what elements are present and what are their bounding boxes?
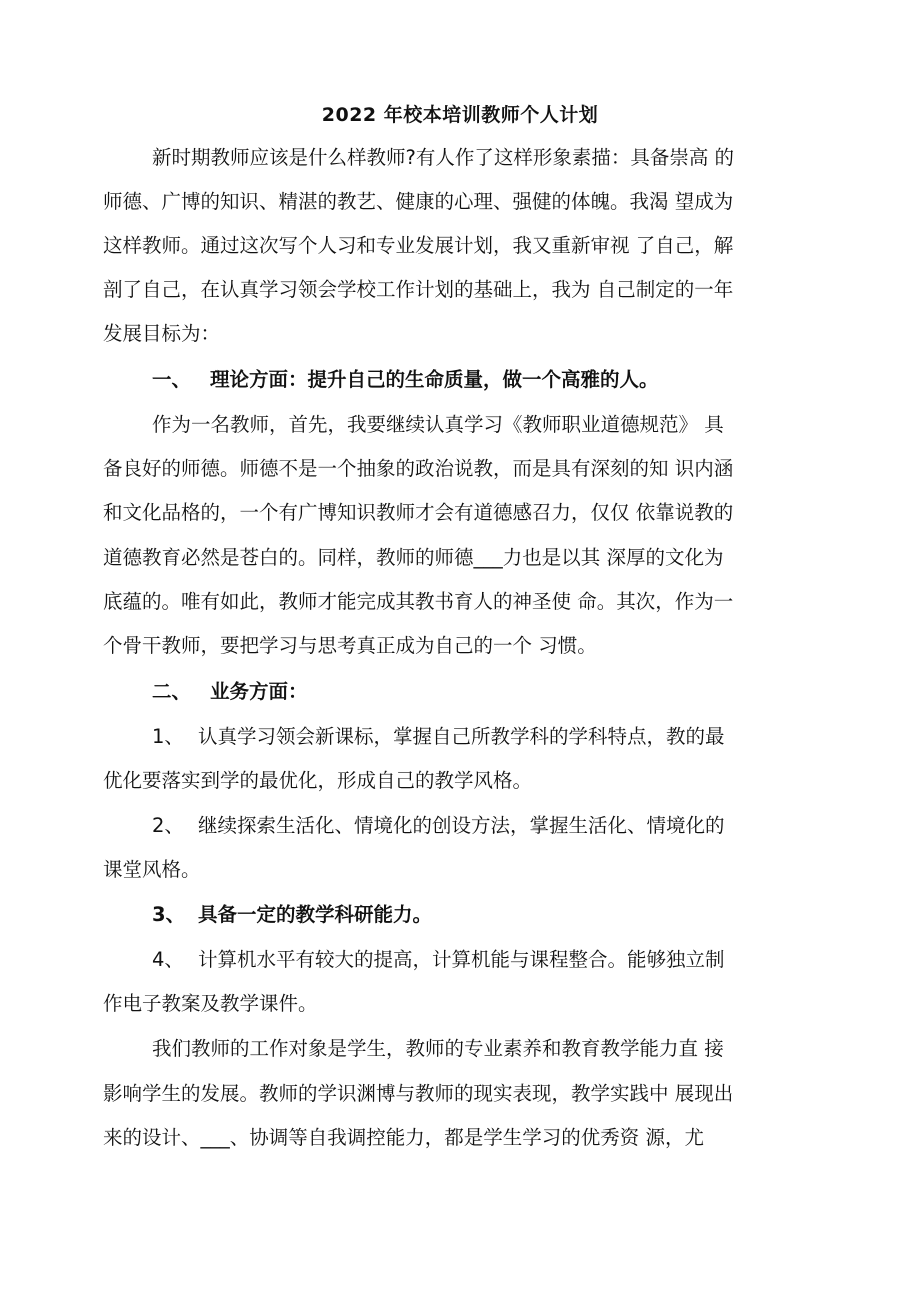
closing-line-1: 我们教师的工作对象是学生，教师的专业素养和教育教学能力直 接 bbox=[152, 1037, 724, 1060]
list-item-2-number: 2、 bbox=[152, 814, 184, 837]
list-item-1-number: 1、 bbox=[152, 725, 184, 748]
list-item-4 bbox=[152, 948, 725, 972]
closing-line-2: 影响学生的发展。教师的学识渊博与教师的现实表现，教学实践中 展现出 bbox=[103, 1082, 734, 1105]
intro-line-3: 这样教师。通过这次写个人习和专业发展计划，我又重新审视 了自己，解 bbox=[103, 234, 734, 257]
section1-line-6: 个骨干教师，要把学习与思考真正成为自己的一个 习惯。 bbox=[103, 634, 597, 657]
list-item-3 bbox=[152, 903, 432, 927]
closing-line-3: 来的设计、___、协调等自我调控能力，都是学生学习的优秀资 源，尤 bbox=[103, 1126, 704, 1149]
section1-heading bbox=[152, 368, 659, 392]
intro-line-1: 新时期教师应该是什么样教师?有人作了这样形象素描：具备崇高 的 bbox=[152, 146, 735, 169]
list-item-4-number: 4、 bbox=[152, 948, 184, 971]
intro-line-4: 剖了自己，在认真学习领会学校工作计划的基础上，我为 自己制定的一年 bbox=[103, 278, 734, 301]
section1-line-2: 备良好的师德。师德不是一个抽象的政治说教，而是具有深刻的知 识内涵 bbox=[103, 457, 734, 480]
list-item-2-text: 继续探索生活化、情境化的创设方法，掌握生活化、情境化的 bbox=[198, 814, 725, 837]
section1-line-3: 和文化品格的，一个有广博知识教师才会有道德感召力，仅仅 依靠说教的 bbox=[103, 501, 734, 524]
list-item-2-continuation: 课堂风格。 bbox=[103, 858, 201, 881]
list-item-1-continuation: 优化要落实到学的最优化，形成自己的教学风格。 bbox=[103, 769, 533, 792]
section1-line-1: 作为一名教师，首先，我要继续认真学习《教师职业道德规范》 具 bbox=[152, 413, 724, 436]
section2-marker: 二、 bbox=[152, 680, 192, 703]
list-item-1-text: 认真学习领会新课标，掌握自己所教学科的学科特点，教的最 bbox=[198, 725, 725, 748]
intro-line-2: 师德、广博的知识、精湛的教艺、健康的心理、强健的体魄。我渴 望成为 bbox=[103, 190, 734, 213]
section2-heading bbox=[152, 680, 308, 704]
section1-marker: 一、 bbox=[152, 368, 192, 391]
section1-heading-text: 理论方面：提升自己的生命质量，做一个高雅的人。 bbox=[210, 368, 659, 391]
list-item-4-text: 计算机水平有较大的提高，计算机能与课程整合。能够独立制 bbox=[198, 948, 725, 971]
intro-line-5: 发展目标为： bbox=[103, 322, 221, 345]
document-title: 2022 年校本培训教师个人计划 bbox=[321, 104, 599, 126]
section1-line-4: 道德教育必然是苍白的。同样，教师的师德___力也是以其 深厚的文化为 bbox=[103, 546, 724, 569]
list-item-1 bbox=[152, 725, 725, 749]
list-item-2 bbox=[152, 814, 725, 838]
list-item-4-continuation: 作电子教案及教学课件。 bbox=[103, 992, 318, 1015]
list-item-3-text: 具备一定的教学科研能力。 bbox=[198, 903, 433, 926]
section1-line-5: 底蕴的。唯有如此，教师才能完成其教书育人的神圣使 命。其次，作为一 bbox=[103, 590, 734, 613]
list-item-3-number: 3、 bbox=[152, 903, 186, 926]
section2-heading-text: 业务方面： bbox=[210, 680, 308, 703]
